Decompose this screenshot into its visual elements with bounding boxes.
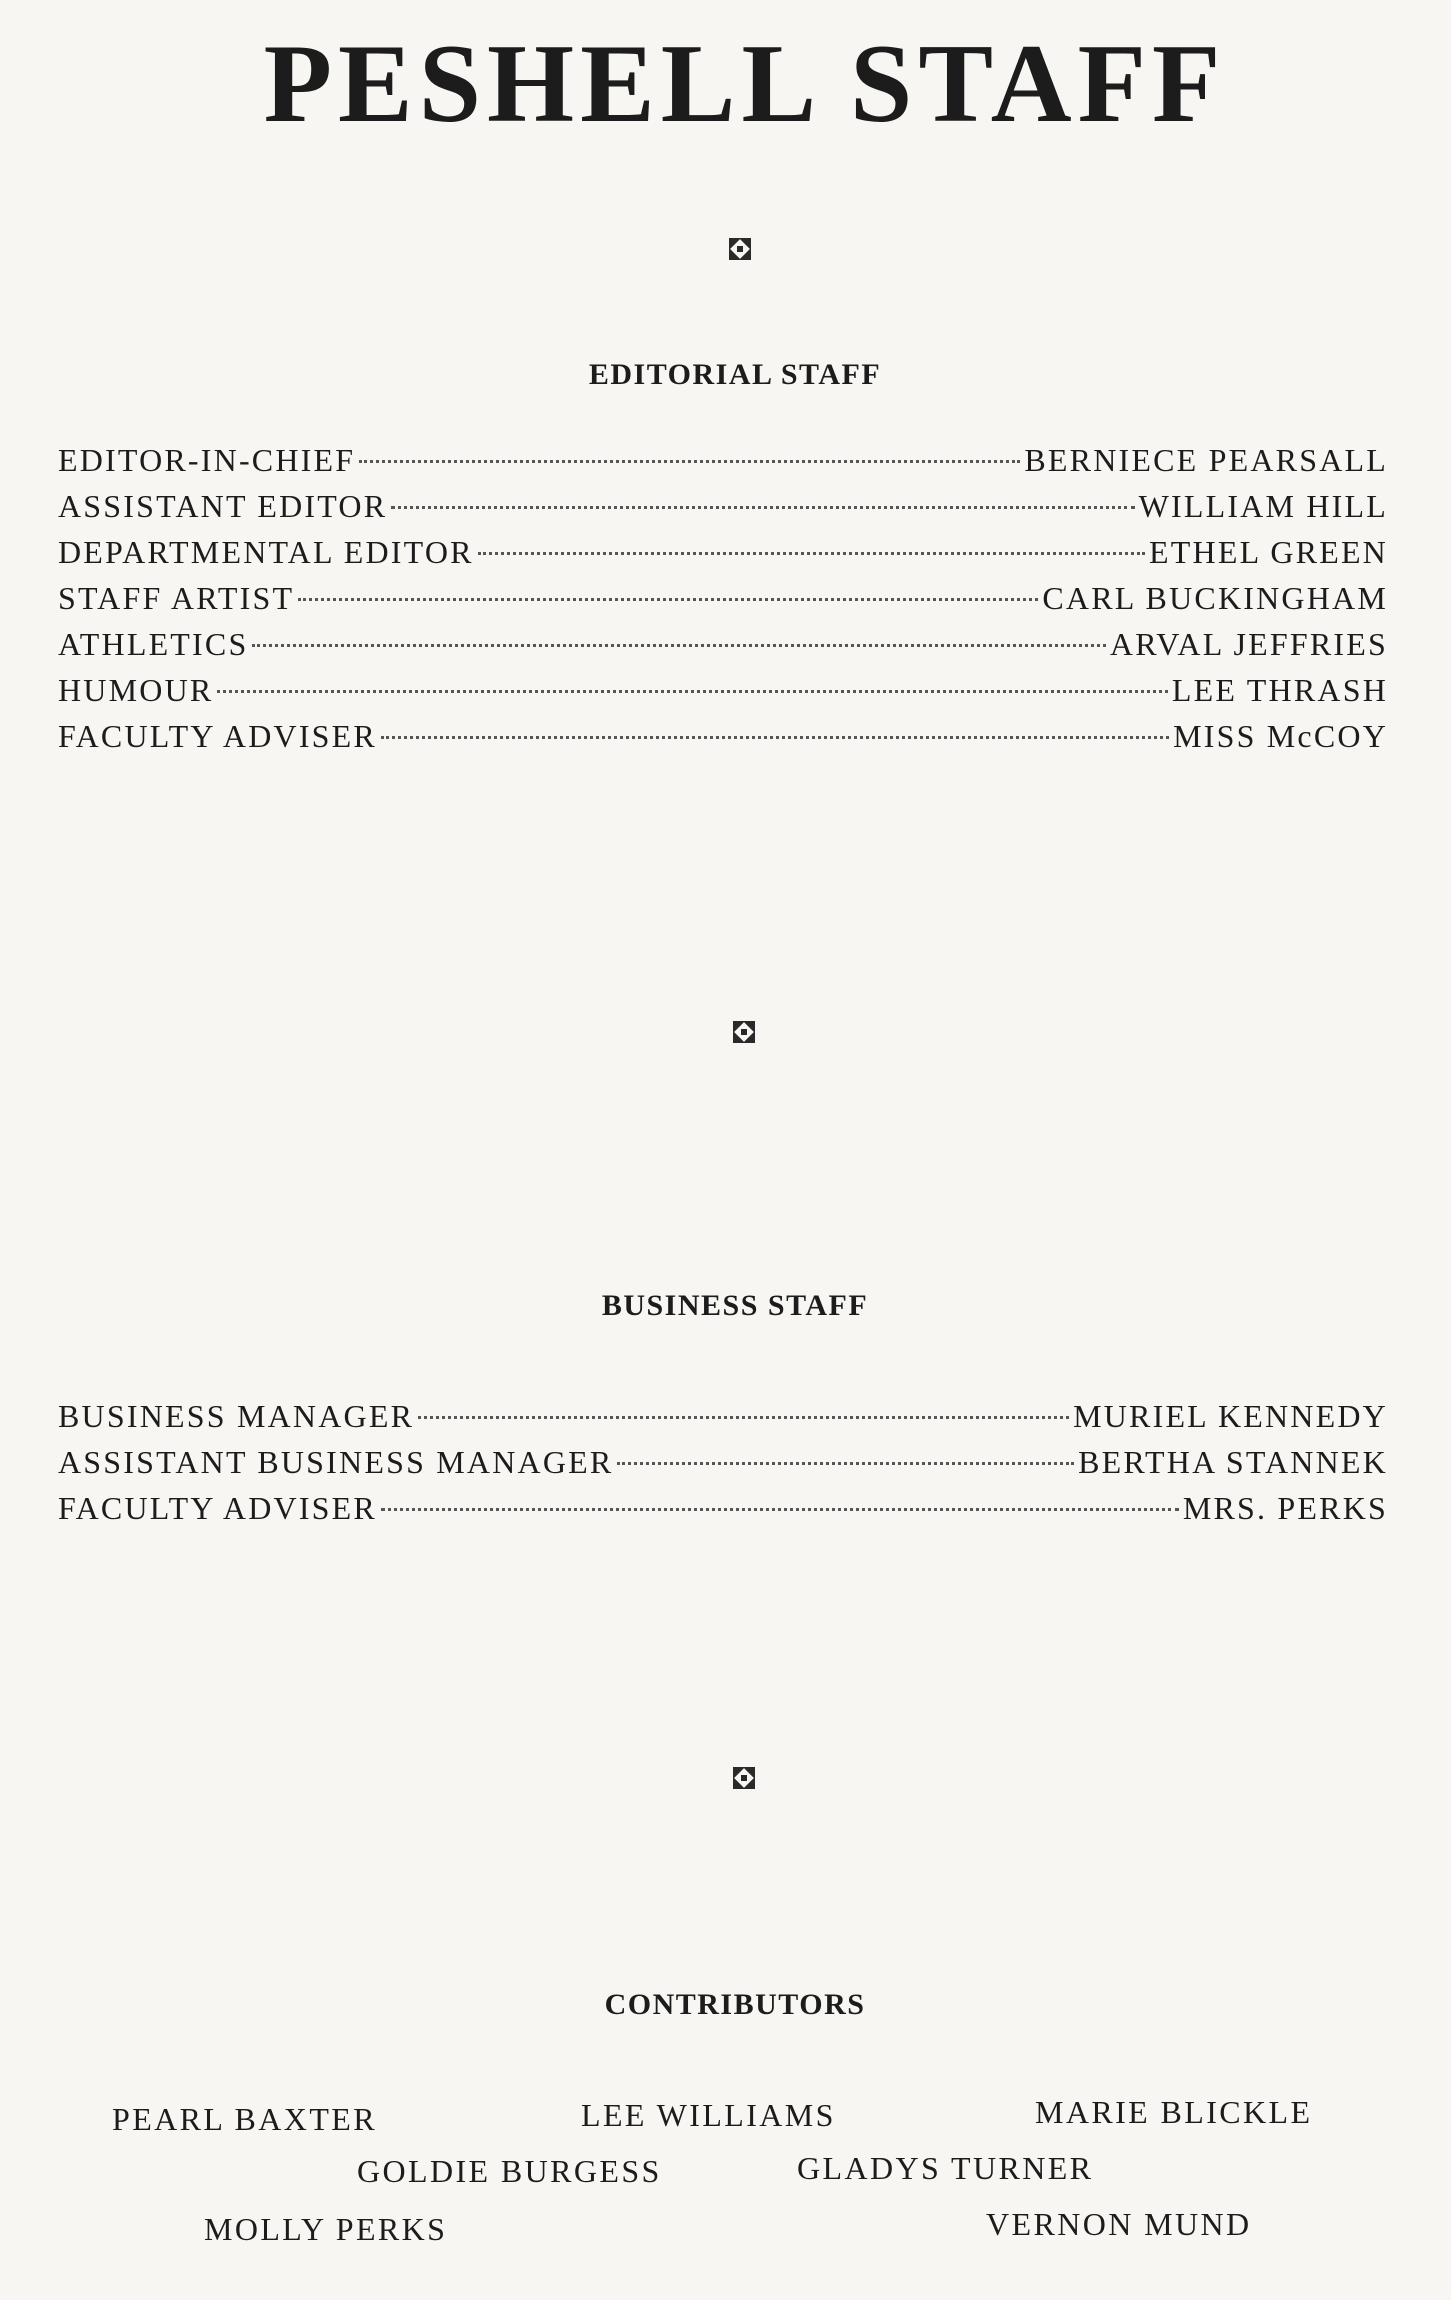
staff-row xyxy=(58,626,1388,672)
dot-leader xyxy=(217,690,1167,693)
staff-name: ARVAL JEFFRIES xyxy=(1109,626,1388,662)
business-staff-list xyxy=(58,1398,1388,1536)
contributor-name: GLADYS TURNER xyxy=(797,2150,1094,2186)
ornament-icon xyxy=(729,238,751,260)
contributor-name: MOLLY PERKS xyxy=(204,2211,448,2247)
staff-role: FACULTY ADVISER xyxy=(58,1490,377,1526)
staff-row xyxy=(58,580,1388,626)
staff-role: BUSINESS MANAGER xyxy=(58,1398,415,1434)
staff-row xyxy=(58,1490,1388,1536)
dot-leader xyxy=(381,1508,1179,1511)
dot-leader xyxy=(381,736,1169,739)
dot-leader xyxy=(359,460,1020,463)
staff-role: ASSISTANT EDITOR xyxy=(58,488,388,524)
staff-name: MRS. PERKS xyxy=(1182,1490,1388,1526)
contributor-name: PEARL BAXTER xyxy=(112,2101,377,2137)
staff-row xyxy=(58,442,1388,488)
staff-row xyxy=(58,1444,1388,1490)
staff-role: FACULTY ADVISER xyxy=(58,718,377,754)
ornament-icon xyxy=(733,1021,755,1043)
staff-row xyxy=(58,534,1388,580)
dot-leader xyxy=(391,506,1134,509)
staff-role: ASSISTANT BUSINESS MANAGER xyxy=(58,1444,614,1480)
staff-name: WILLIAM HILL xyxy=(1138,488,1388,524)
dot-leader xyxy=(252,644,1105,647)
ornament-icon xyxy=(733,1767,755,1789)
staff-row xyxy=(58,672,1388,718)
staff-row xyxy=(58,1398,1388,1444)
staff-name: BERTHA STANNEK xyxy=(1078,1444,1388,1480)
dot-leader xyxy=(478,552,1145,555)
staff-name: LEE THRASH xyxy=(1171,672,1388,708)
staff-name: MURIEL KENNEDY xyxy=(1073,1398,1388,1434)
contributors-heading: CONTRIBUTORS xyxy=(604,1988,866,2021)
staff-row xyxy=(58,718,1388,764)
staff-name: ETHEL GREEN xyxy=(1149,534,1388,570)
contributor-name: GOLDIE BURGESS xyxy=(357,2153,662,2189)
editorial-staff-heading: EDITORIAL STAFF xyxy=(588,358,882,391)
staff-name: BERNIECE PEARSALL xyxy=(1024,442,1388,478)
business-staff-heading: BUSINESS STAFF xyxy=(601,1289,869,1322)
staff-role: DEPARTMENTAL EDITOR xyxy=(58,534,474,570)
staff-role: EDITOR-IN-CHIEF xyxy=(58,442,356,478)
staff-name: MISS McCOY xyxy=(1173,718,1388,754)
staff-role: HUMOUR xyxy=(58,672,214,708)
contributor-name: MARIE BLICKLE xyxy=(1035,2094,1313,2130)
contributor-name: LEE WILLIAMS xyxy=(581,2097,836,2133)
staff-role: ATHLETICS xyxy=(58,626,249,662)
dot-leader xyxy=(617,1462,1074,1465)
editorial-staff-list xyxy=(58,442,1388,764)
dot-leader xyxy=(298,598,1038,601)
contributor-name: VERNON MUND xyxy=(986,2206,1252,2242)
page-title: PESHELL STAFF xyxy=(263,22,1227,146)
staff-row xyxy=(58,488,1388,534)
dot-leader xyxy=(418,1416,1069,1419)
staff-name: CARL BUCKINGHAM xyxy=(1042,580,1388,616)
staff-role: STAFF ARTIST xyxy=(58,580,295,616)
